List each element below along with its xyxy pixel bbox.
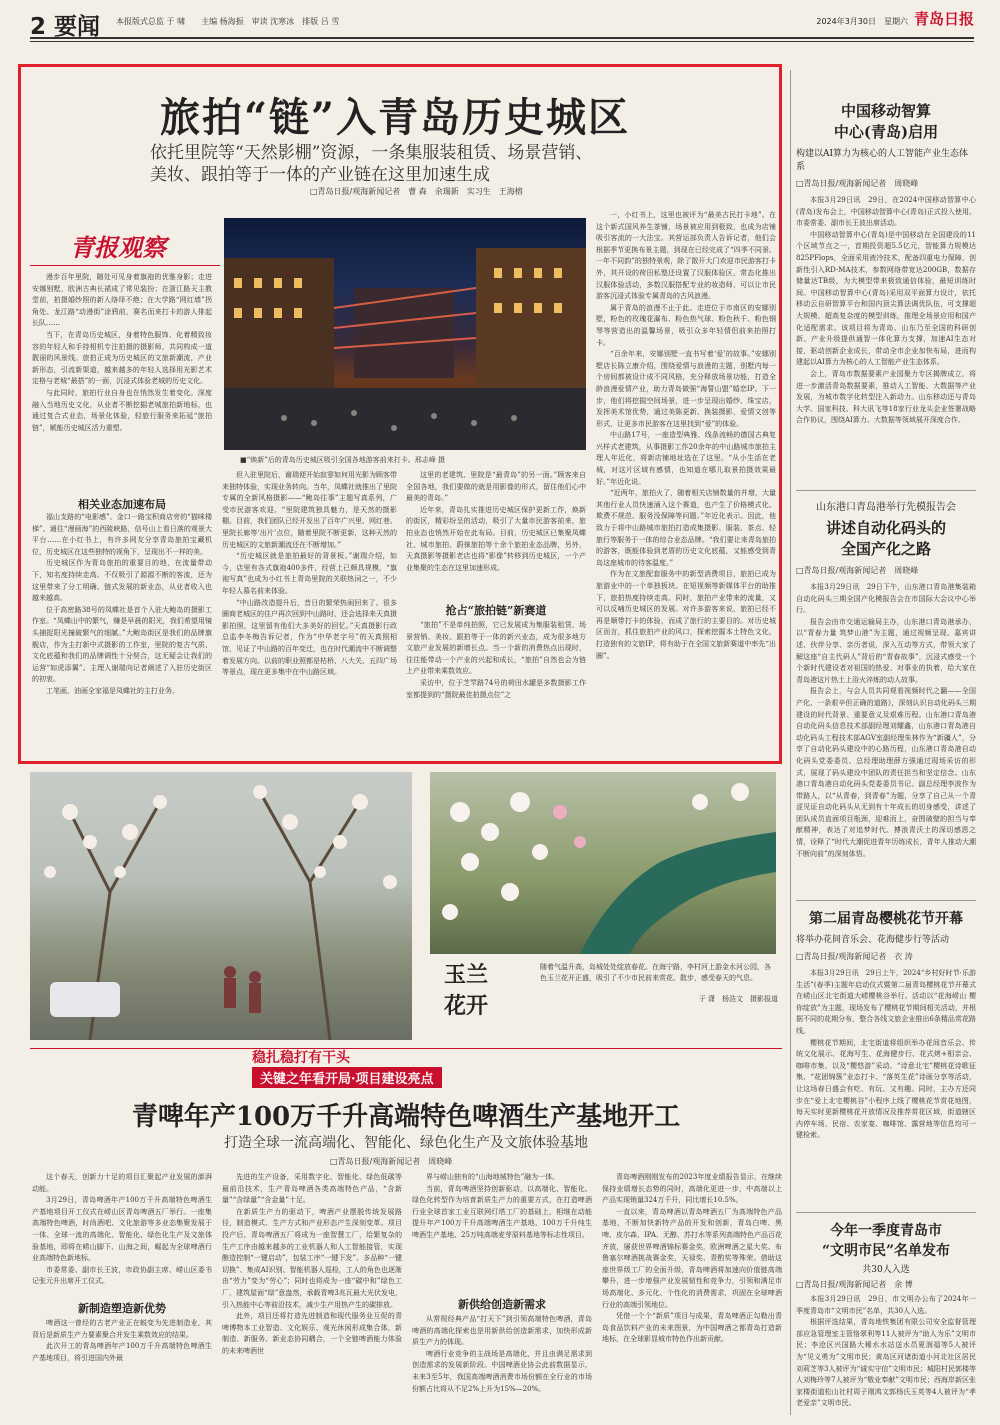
paragraph: “历史城区就是旅拍最好的背景板。”谢瑞介绍，如今，店里有各式旗袍400多件，经营上已颇具规模，“旗袍写真”也成为小红书上青岛里院的关联热词之一，不少年轻人慕名前来体验。: [222, 552, 397, 595]
paragraph: 属于青岛的浪漫不止于此。走进位于市南区的安娜别墅，粉色的玫瑰花瀑布、粉色热气球、粉色秋千、粉色钢琴等营造出的温馨场景，吸引众多年轻情侣前来拍照打卡。: [596, 303, 776, 347]
masthead: [30, 8, 974, 40]
masthead-rule-thin: [30, 41, 974, 42]
headline: 今年一季度青岛市: [830, 1223, 942, 1239]
beer-col-2: [222, 1172, 402, 1416]
paragraph: 历史城区作为青岛旅拍的重要目的地，在流量带动下，知名度持续走高。不仅吸引了源源不断的客流，还为这里带来了分工明确、链式发展的新业态，从业者收入也越来越高。: [32, 559, 212, 603]
paragraph: 工笔画、油画全家福是凤蝶社的主打业务。: [46, 686, 179, 695]
paragraph: 从常规经典产品“打天下”到引领高端特色啤酒，青岛啤酒的高端化探索也是用新供给创造新需求，加快形成新质生产力的体现。: [412, 1315, 592, 1347]
headline: “文明市民”名单发布: [821, 1243, 951, 1259]
paragraph: 啤酒这一曾经的古老产业正在蜕变为先进制造业，其背后是新质生产力要素聚合并发生乘数效应的结果。: [32, 1319, 212, 1339]
subheading: 新制造塑造新优势: [78, 1302, 166, 1315]
paragraph: 本报3月29日讯 29日，在2024中国移动智算中心(青岛)发布会上，中国移动智算中心(青岛)正式投入使用。市委常委、副市长王波出席活动。: [796, 196, 976, 228]
paragraph: 但入驻里院后，谢瑞便开始寂寥如何用光影为顾客带来独特体验，实现业务转向。当年，凤蝶社就推出了里院专属的全新风格摄影——“鲍岛往事”主题写真系列，广受市民游客欢迎。“里院建筑独具魅力，是天然的摄影棚。目前，我们团队已经开发出了百年广兴里、网红巷、里院长廊等‘出片’点位，随着里院不断更新，这种天然的历史城区的文旅新潮流还在不断增加。”: [222, 471, 397, 549]
paragraph: 本报3月29日讯 29日下午，山东港口青岛港集装箱自动化码头三期全国产化模报告会在市国际大会议中心举行。: [796, 583, 976, 615]
kicker: 山东港口青岛港举行先模报告会: [816, 502, 956, 513]
title-line: 花开: [443, 993, 488, 1019]
beer-col-1: [32, 1172, 212, 1292]
byline: □青岛日报/观海新闻记者 周晓峰: [796, 179, 919, 188]
editor-strip: 本报版式总监 于 啸 主编 杨海振 审读 沈寒冰 排版 吕 雪: [116, 17, 340, 26]
paragraph: “近两年，旅拍火了，随着相关店铺数量的并增，大量其他行业人员快速涌入这个赛道，也产生了价格模式化、欺费不规范、服务没保障等问题。”年近化表示。因此，他致力于将中山路城市旅拍打造成集摄影、服装、茶点、轻旅行等服务于一体的综合业态品牌。“我们要让来青岛旅拍的游客，既能体验到老厝的历史文化底蕴，又能感受到青岛这座城市的待客温度。”: [596, 489, 776, 567]
headline: 第二届青岛樱桃花节开幕: [809, 911, 963, 927]
paragraph: 一直以来，青岛啤酒以青岛啤酒五厂为高端特色产品基地，不断加快新特产品的开发和创新，青岛白啤、黑啤、皮尔森、IPA、无醇、苏打水等系列高端特色产品百花齐放，屡获世界啤酒锦标赛金奖，欧洲啤酒之星大奖、布鲁塞尔啤酒挑战赛金奖，天禄奖、青酌奖等殊荣。借助这座世界级工厂的全面升级，青岛啤酒将加速向价值链高端攀升，进一步增强产业发展韧性和竞争力，引领和满足市场高端化、多元化、个性化的消费需求，巩固在全球啤酒行业的高端引领地位。: [602, 1207, 782, 1309]
beer-subtitle: 打造全球一流高端化、智能化、绿色化生产及文旅体验基地: [224, 1135, 588, 1151]
paragraph: 3月29日，青岛啤酒年产100万千升高端特色啤酒生产基地项目开工仪式在崂山区青岛啤酒五厂举行。一座集高端特色啤酒，时尚酒吧、文化旅游等多业态集聚发展于一体、全球一流的高端化、智能化、绿色化生产及文旅体验基地，即将在崂山脚下、山海之间，崛起为全球啤酒行业高端特色新地标。: [32, 1196, 212, 1263]
lead-col-3: [406, 470, 586, 590]
divider: [796, 1212, 976, 1213]
lead-byline: □青岛日报/观海新闻记者 曹 森 余瑞新 实习生 王海榕: [310, 187, 523, 196]
divider: [796, 490, 976, 491]
paragraph: 采访中，位于芝罘路74号的荷田水罐是多数摄影工作室都提到的“摄院最佳拍摄点位”之: [406, 678, 586, 699]
lead-subtitle-2: 美妆、跟拍等于一体的产业链在这里加速生成: [150, 165, 490, 185]
column-logo-text: 青报观察: [70, 233, 166, 262]
paragraph: 本报3月29日讯 29日上午，2024“乡村好时节·乐游生活”(春季)主题年启动仪式暨第二届青岛樱桃花节开幕式在崂山区北宅街道大崂樱桃谷举行。活动以“花海崂山 樱你绽放”为主题，现场发布了樱桃花节期间相关活动，并根据不同的花期分布，整合各线文旅企业推出6条精品赏花路线。: [796, 969, 976, 1035]
beer-title: 青啤年产100万千升高端特色啤酒生产基地开工: [131, 1102, 681, 1132]
headline: 讲述自动化码头的: [825, 519, 946, 537]
paragraph: 当前，青岛啤酒坚持创新驱动，以高端化、智能化、绿色化转型作为培育新质生产力的重要方式，在打造啤酒行业全球首家工业互联网灯塔工厂的基础上，相继在动能提升年产100万千升高端啤酒生产基地、100万千升纯生啤酒生产基地、25万吨高端麦芽原料基地等标志性项目。: [412, 1184, 592, 1239]
page-no: 2: [30, 14, 47, 40]
night-street-illustration: [224, 218, 586, 450]
paragraph: 当下，在青岛历史城区，身着特色服饰、化着精致妆容的年轻人和手持相机专注拍摄的摄影师，共同构成一道靓丽的风景线。旅拍正成为历史城区的文旅新潮流，产业新形态，引流新渠道，越来越多的年轻人选择用光影艺术定格与老城“最搭”的一面，沉浸式体验老城的历史文化。: [32, 330, 212, 386]
lead-col-1: [32, 272, 212, 488]
divider: [796, 900, 976, 901]
paragraph: 中国移动智算中心(青岛)是中国移动在全国建设的11个区域节点之一，首期投资超5.5亿元，智能算力规模达825PFlops，全面采用液冷技术，配备四重电力保障，创新性引入RD-MA技术，参数网络带宽达200GB，数据存储量达TB级，为大模型带来极致通信体验，最短训练时间。中国移动智算中心(青岛)采用双平面算力设计，依托移动云自研智算平台和国内顶尖算法调优队伍，可支撑超大规模、超高复杂度的模型训练，推理全场景应用和国产化适配需求。该项目将为青岛、山东乃至全国的科研创新、产业升级提供通智一体化算力支撑，加速AI生态对接，驱动创新企业成长，带动全市企业加快布局，进而构建起以AI算力为核心的人工智能产业生态体系。: [796, 230, 976, 367]
lead-col-3b: [406, 620, 586, 752]
beer-subhead-2-wrap: [412, 1290, 592, 1316]
paragraph: 一，小红书上，这里也被评为“最美古民打卡地”。在这个新式国风养生茶铺，场景被应用到极致，也成为店铺吸引客流的一大法宝。其营运部负责人告诉记者，他们会根据季节更换布景主题，到现在已经完成了“四季不同景、一年不同韵”的独特景观，除了散开大门欢迎市民游客打卡外，其开设的荷田私塾还设置了汉服体验区，常态化推出汉服体验活动，多数汉服搭配专业的妆造师，可以让市民游客沉浸式体验专属青岛的古风浪漫。: [596, 211, 776, 301]
byline: □青岛日报/观海新闻记者 衣 涛: [796, 952, 913, 961]
paragraph: 市委常委、副市长王波，市政协副主席、崂山区委书记张元升出席开工仪式。: [32, 1265, 212, 1286]
paragraph: 中山路17号，一座造型典雅、线条流畅的德国古典复兴样式老建筑，从事摄影工作20余年的中山路城市旅拍主理人年近化，将新店铺地址选在了这里。“从小生活在老城，对这片区域有感情，也知道在哪儿取景拍摄效果最好。”年近化说。: [596, 431, 776, 486]
story-body: [796, 1294, 976, 1420]
lead-photo-historic-district: [224, 218, 586, 450]
paragraph: “旅拍”不是单纯拍照，它已发展成为集服装租赁、场景营销、美妆、跟拍等于一体的新兴业态，成为很多地方文旅产业发展的新增长点。当一个新的消费热点出现时，往往能带动一个产业的兴起和成长，“旅拍”自然也会为链上产业带来乘数效应。: [406, 621, 586, 676]
paragraph: “百余年来，安娜别墅一直书写着‘爱’的故事。”安娜别墅店长陈立康介绍，围绕爱情与浪漫的主题，别墅内每一个房间都被设计成不同风格，充分释放场景功能，打造全龄浪漫爱情产业，助力青岛做强“海誓山盟”婚恋IP。下一步，他们将挖掘空间场景，进一步呈现出婚纱、珠宝店，发挥美术馆优势，通过美陈更新、换装摄影，爱情文创等形式，让更多市民游客在这里找到“爱”的体验。: [596, 350, 776, 428]
photo-story-caption: 随着气温升高，岛城处处绽放春花。在海宁路，李村河上游金水河公园，各色玉兰花开正盛，吸引了不少市民前来赏花、散步，感受春天的气息。: [540, 963, 771, 982]
subheading: 相关业态加速布局: [78, 498, 166, 511]
paragraph: 樱桃花节期间，北宅街道将组织举办花间音乐会、传统文化展示、花海写生、花海健步行、花式烤+相亲会、咖啡市集、以及“樱悠游”采动、“诗意北宅”樱桃花诗歌征集、“花团锦簇”业态打卡、“落英生花”诗画分享等活动，让这场春日盛会有吃、有玩、又有趣。同时，主办方还同步在“爱上北宅樱桃谷”小程序上线了樱桃花节赏花地图，每天实时更新樱桃花开放情况及推荐赏花区域，街道辖区内停车场、民宿、农家宴、咖啡馆、露营地等信息均可一键检索。: [796, 1038, 976, 1140]
paragraph: 在新质生产力的驱动下，啤酒产业摆脱传统发展路径，制造模式、生产方式和产业形态产生深刻变革。项目投产后，青岛啤酒五厂将成为一座智慧工厂，给繁复杂的生产工序由越来越多的工业机器人和人工智能接管，实现酿造控制“一键启动”，包装工序“一键下发”、多品种“一键切换”、集成AI识别、智能机器人巡检，工人的角色也逐渐由“劳力”变为“劳心”；同时也将成为一座“碳中和”绿色工厂，建筑屋面“绿”意盎然，承载青啤3兆瓦最大光伏发电，引入热能中心等前沿技术，减少生产用热产生的碳排放。: [222, 1207, 402, 1309]
paragraph: 近年来，青岛扎实推进历史城区保护更新工作，焕新的街区，精彩纷呈的活动，吸引了大量市民游客前来，旅拍业态也悄然开始在此布局。目前，历史城区已集聚凤蝶社、城市旅拍、蔚徕旅拍等十余个旅拍业态品牌，另外，天真摄影等摄影老店也将“影像”转移到历史城区，一个产业集聚的生态在这里加速形成。: [406, 505, 586, 572]
paragraph: 报告会上，与会人员共同观看视频时代之翻——全国产化、一条艰辛但正确的道路》，深刻认识自动化码头三期建设的时代背景、重要意义及艰难历程。山东港口青岛港自动化码头信息技术部副经理刘耀鑫，山东港口青岛港自动化码头工程技术部AGV室副经理朱林作为“新疆人”，分享了自动化码头建设中的心路历程，山东港口青岛港自动化码头党委委员、总经理助理薛方强通过现场采访的形式，展现了码头建设中团队的责任担当和坚定信念。山东港口青岛港自动化码头党委委员书记、副总经理李波作为带路人，以“从青春，到青春”为题，分享了自己从一个青涩见证自动化码头从无到有十年成长的切身感受，讲述了团队成员直面项目瓶颈，迎难而上，奋围破壁的担当与奉献精神，表达了对追梦时代、搏浪青沃土的深切感恩之情，诠释了“时代大潮促进青年历练成长，青年人推动大潮不断向前”的深刻体悟。: [796, 687, 976, 858]
paragraph: 此外，项目还将打造先进制造和现代服务业互促的青啤博物本工业智造、文化娱乐、观光休闲形成集合体，新制造、新服务、新业态协同耦合，一个全链啤酒能力体验的未来啤酒世: [222, 1312, 402, 1355]
banner-line-2: 关键之年看开局·项目建设亮点: [252, 1067, 442, 1088]
lead-photo-caption: ■“焕新”后的青岛历史城区吸引全国各地游客前来打卡。邢志峰 摄: [240, 456, 445, 464]
paragraph: “中山路改造提升后，昔日的繁荣热闹回来了。很多圈商老城区的住户再次回到中山路时，还会选择来天真摄影拍照，这里留有他们大多美好的回忆。”天真摄影行政总监李冬梅告诉记者，作为“中华老字号”的天真照相馆，见证了中山路的百年变迁，也在时代潮流中不断调整着发展方向。以前的职业照都是枯桥、八大关、五四广场等景点，现在更多集中在中山路区域。: [222, 598, 397, 677]
lead-subtitle-1: 依托里院等“天然影棚”资源，一条集服装租赁、场景营销、: [150, 143, 593, 163]
headline: 全国产化之路: [840, 540, 931, 558]
subheading: 新供给创造新需求: [458, 1298, 546, 1311]
paragraph: 作为在文旅配套服务中的新型消费项目，旅拍已成为旅游业中的一个单独板块。在短视频等新媒体平台的助推下，旅拍热度持续走高。同时，旅拍产业带来的流量，又可以反哺历史城区的发展。对许多游客来说，旅拍已经不再是顺带打卡的体验，而成了旅行的主要目的。对历史城区而言，抓住旅拍产业的风口，探索挖掘本土特色文化，打造独有的文旅IP，将有助于在全国文旅新赛道中率先“出圈”。: [596, 570, 776, 660]
banner-line-1: 稳扎稳打有干头: [252, 1050, 350, 1066]
paragraph: 会上，青岛市数据要素产业园聚力专区揭牌成立，将进一步激活青岛数据要素，推动人工智能、大数据等产业发展，为城市数字化转型注入新动力。山东移动还与青岛大学、国家科技、科大讯飞等18家行业龙头企业签署战略合作协议，围绕AI算力、大数据等领域展开深度合作。: [796, 369, 976, 425]
paragraph: 报告会由市交通运输局主办，山东港口青岛港承办，以“青春力量 筑梦山港”为主题，通过视频呈现、嘉宾讲述、伙伴分享、亲历者说，深入互动等方式，带领大家了解这座“自主代码人”背后的“青春故事”，沉浸式感受一个个新时代建设者对祖国的热爱、对事业的执着，给大家在青岛港这片热土上浴火淬炼的动人故事。: [796, 617, 976, 684]
subtitle: 将举办花间音乐会、花海健步行等活动: [796, 935, 950, 945]
newspaper-logo: 青岛日报: [913, 10, 974, 28]
paragraph: 这里的老建筑、里院是“最青岛”的另一面。”顾客来自全国各地，我们要做的就是用影像的形式，留住他们心中最美的青岛。”: [406, 471, 586, 503]
paragraph: 漫步百年里院，随处可见身着旗袍的优雅身影；走进安娜别墅，欧洲古典长裙成了常见装扮；在浙江路天主教堂前，拍摄婚纱照的新人络绎不绝；在大学路“网红墙”拐角处、龙江路“动漫街”涂鸦前，赛名而来打卡的游人排起长队……: [32, 273, 212, 328]
subheading: 抢占“旅拍链”新赛道: [445, 604, 547, 617]
paragraph: 界与崂山独有的“山海地城特色”融为一体。: [426, 1173, 560, 1181]
side-story-mobile: [796, 100, 976, 505]
paragraph: 与此同时，旅拍行业自身也在悄然发生着变化。深度融入当地历史文化，从业者不断挖掘老城旅拍新地标，也通过复合式业态，场景化体验，轻旅行服务来拓延“旅拍链”，赋能历史城区活力重塑。: [32, 388, 212, 432]
paragraph: 这个春天，创新力十足的项目汇聚起产业发展的澎湃动能。: [32, 1173, 212, 1193]
beer-col-4: [602, 1172, 782, 1416]
side-story-civil: [796, 1220, 976, 1420]
story-body: [796, 195, 976, 505]
issue-date: 2024年3月30日 星期六: [816, 17, 908, 26]
beer-subhead-1-wrap: [32, 1294, 212, 1320]
paragraph: 此次开工的青岛啤酒年产100万千升高端特色啤酒生产基地项目，将引进国内外最: [32, 1342, 212, 1362]
masthead-rule: [30, 37, 974, 39]
lead-title: 旅拍“链”入青岛历史城区: [159, 94, 630, 141]
side-story-cherry: [796, 908, 976, 1200]
byline: □青岛日报/观海新闻记者 余 博: [796, 1280, 913, 1289]
beer-col-3: [412, 1172, 592, 1282]
lead-subhead-2-wrap: [406, 596, 586, 622]
beer-col-3b: [412, 1314, 592, 1416]
story-body: [796, 582, 976, 900]
column-logo: [30, 220, 220, 266]
paragraph: 福山支路的“电影感”、金口一路宝积商店旁的“猫咪楼梯”、通往“漫画海”的西陵峡路，信号山上看日落的观景大平台……在小红书上，有许多网友分享青岛旅拍宝藏机位，历史城区在这些独特的视角下，呈现出不一样的美。: [32, 513, 212, 556]
photo-story-credit: 于 潇 杨浩文 摄影报道: [698, 995, 778, 1003]
magnolia-park-illustration: [430, 772, 776, 954]
paragraph: 本报3月29日讯 29日，市文明办公布了2024年一季度青岛市“文明市民”名单，共30人入选。: [796, 1295, 976, 1315]
byline: □青岛日报/观海新闻记者 周晓峰: [796, 566, 919, 575]
paragraph: 先进的生产设备，采用数字化、智能化、绿色低碳等最前沿技术，生产青岛啤酒各类高端特色产品，“含新量”“含绿量”“含金量”十足。: [222, 1173, 402, 1205]
headline: 中国移动智算: [840, 102, 931, 120]
lead-col-2: [222, 470, 397, 752]
beer-byline: □青岛日报/观海新闻记者 周晓峰: [330, 1157, 453, 1166]
section-name: 要闻: [54, 14, 101, 40]
paragraph: 啤酒行业竞争的主战场是高端化，并且由满足需求到创造需求的发展新阶段。中国啤酒业协会此前数据显示，未来3至5年，我国高端啤酒消费市场份额在全行业的市场份额占比将从不足2%上升为15%—20%。: [412, 1349, 592, 1393]
lead-col-1b: [32, 512, 212, 752]
magnolia-photo-right: [430, 772, 776, 954]
title-line: 玉兰: [443, 962, 488, 988]
paragraph: 位于高密路38号的凤蝶社是首个入驻大鲍岛的摄影工作室。“凤蝶山中的繁气，赚是早晨的阳光，我们希望用镜头捕捉阳光撞破繁气的细腻。”大鲍岛街区是我们的品牌旗舰店，作为主打新中式摄影的工作室，里院的复古气质、文化底蕴和我们的品牌调性十分契合，这无疑会让我们的运营“如虎添翼”。主理人谢瑞向记者阐述了入驻历史街区的初衷。: [32, 605, 212, 684]
side-story-port: [796, 498, 976, 900]
column-divider: [790, 70, 791, 1415]
magnolia-street-illustration: [30, 772, 412, 1040]
subtitle: 共30人入选: [862, 1265, 910, 1275]
beer-col-1b: [32, 1318, 212, 1416]
magnolia-photo-left: [30, 772, 412, 1040]
story-body: [796, 968, 976, 1200]
subtitle: 构建以AI算力为核心的人工智能产业生态体系: [796, 149, 969, 172]
project-banner: [30, 1048, 782, 1087]
paragraph: 根据评选结果，青岛地铁集团有限公司安全监督管理部应急管理室主管恪翠利等11人被评为“助人为乐”文明市民；李沧区兴国路大稀水水站送水员夏润福等5人被评为“见义勇为”文明市民；黄岛区河诸街道小河北社区居民刘莉芝等3人被评为“诚实守信”文明市民；城阳村民郭楼等人刘梅玲等7人被评为“敬业奉献”文明市民；西海岸新区张家楼街道松山社村周子刚鸿文郭杨氏玉英等4人被评为“孝老爱亲”文明市民。: [796, 1318, 976, 1408]
photo-story-title: [436, 958, 496, 1020]
paragraph: 青岛啤酒刚刚发布的2023年度业绩报告显示，在继续保持业绩增长态势的同时，高端化更进一步，中高端以上产品实现销量324万千升，同比增长10.5%。: [602, 1173, 782, 1205]
lead-col-4: [596, 210, 776, 752]
headline: 中心(青岛)启用: [833, 123, 939, 141]
paragraph: 凭借一个个“新质”项目与成果，青岛啤酒正勾勒出青岛食品饮料产业的未来图景，为中国啤酒之都青岛打造新地标，在全球影显城市特色作出新贡献。: [602, 1312, 782, 1344]
